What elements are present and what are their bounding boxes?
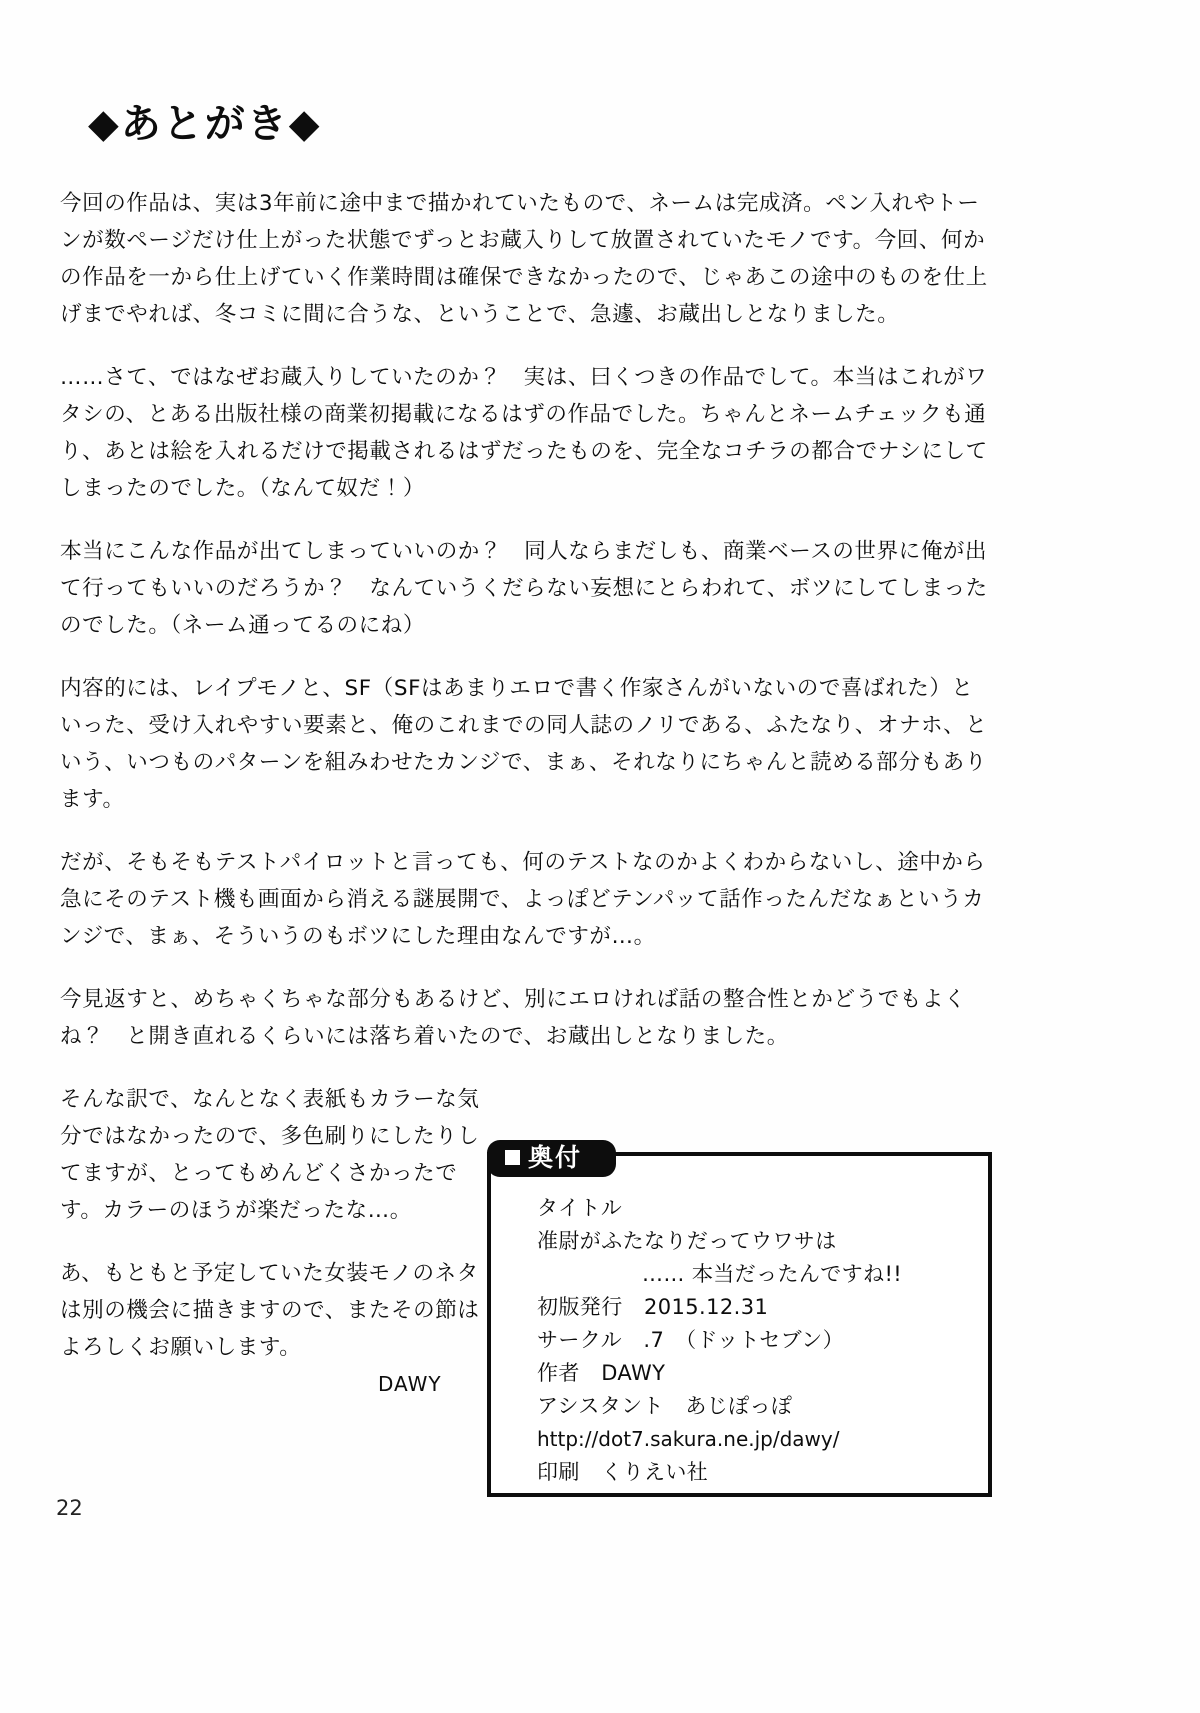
paragraph-5: だが、そもそもテストパイロットと言っても、何のテストなのかよくわからないし、途中から急にそのテスト機も画面から消える謎展開で、よっぽどテンパッて話作ったんだなぁというカンジで、まぁ、そういうのもボツにした理由なんですが…。 bbox=[60, 850, 986, 949]
page-number: 22 bbox=[56, 1496, 83, 1520]
colophon-line-title-1: 准尉がふたなりだってウワサは bbox=[537, 1229, 837, 1253]
author-signature: DAWY bbox=[378, 1372, 442, 1396]
paragraph-7: そんな訳で、なんとなく表紙もカラーな気分ではなかったので、多色刷りにしたりしてますが、とってもめんどくさかったです。カラーのほうが楽だったな…。 bbox=[60, 1087, 480, 1223]
colophon-line-title-2: …… 本当だったんですね!! bbox=[642, 1262, 903, 1286]
colophon-title-tab bbox=[487, 1140, 616, 1177]
colophon-line-author: 作者 DAWY bbox=[537, 1361, 666, 1385]
colophon-line-printer: 印刷 くりえい社 bbox=[537, 1460, 709, 1484]
page-title: ◆あとがき◆ bbox=[88, 101, 322, 147]
colophon-line-assistant: アシスタント あじぽっぽ bbox=[537, 1394, 793, 1418]
paragraph-8: あ、もともと予定していた女装モノのネタは別の機会に描きますので、またその節はよろしくお願いします。 bbox=[60, 1261, 480, 1360]
paragraph-1: 今回の作品は、実は3年前に途中まで描かれていたもので、ネームは完成済。ペン入れやトーンが数ページだけ仕上がった状態でずっとお蔵入りして放置されていたモノです。今回、何かの作品を一から仕上げていく作業時間は確保できなかったので、じゃあこの途中のものを仕上げまでやれば、冬コミに間に合うな、ということで、急遽、お蔵出しとなりました。 bbox=[60, 191, 988, 327]
colophon-line-circle: サークル .7 （ドットセブン） bbox=[537, 1328, 844, 1352]
paragraph-4: 内容的には、レイプモノと、SF（SFはあまりエロで書く作家さんがいないので喜ばれた）といった、受け入れやすい要素と、俺のこれまでの同人誌のノリである、ふたなり、オナホ、という、いつものパターンを組みわせたカンジで、まぁ、それなりにちゃんと読める部分もあります。 bbox=[60, 676, 988, 812]
paragraph-6: 今見返すと、めちゃくちゃな部分もあるけど、別にエロければ話の整合性とかどうでもよくね？ と開き直れるくらいには落ち着いたので、お蔵出しとなりました。 bbox=[60, 987, 967, 1049]
colophon-line-website[interactable]: http://dot7.sakura.ne.jp/dawy/ bbox=[537, 1427, 840, 1451]
colophon-title-label: 奥付 bbox=[528, 1143, 583, 1172]
colophon-content bbox=[537, 1192, 977, 1489]
paragraph-2: ……さて、ではなぜお蔵入りしていたのか？ 実は、曰くつきの作品でして。本当はこれがワタシの、とある出版社様の商業初掲載になるはずの作品でした。ちゃんとネームチェックも通り、あとは絵を入れるだけで掲載されるはずだったものを、完全なコチラの都合でナシにしてしまったのでした。（なんて奴だ！） bbox=[60, 365, 988, 501]
colophon-line-publish-date: 初版発行 2015.12.31 bbox=[537, 1295, 769, 1319]
paragraph-3: 本当にこんな作品が出てしまっていいのか？ 同人ならまだしも、商業ベースの世界に俺が出て行ってもいいのだろうか？ なんていうくだらない妄想にとらわれて、ボツにしてしまったのでした。（ネーム通ってるのにね） bbox=[60, 539, 988, 638]
colophon-line-title-label: タイトル bbox=[537, 1196, 623, 1220]
black-square-icon bbox=[505, 1150, 520, 1165]
